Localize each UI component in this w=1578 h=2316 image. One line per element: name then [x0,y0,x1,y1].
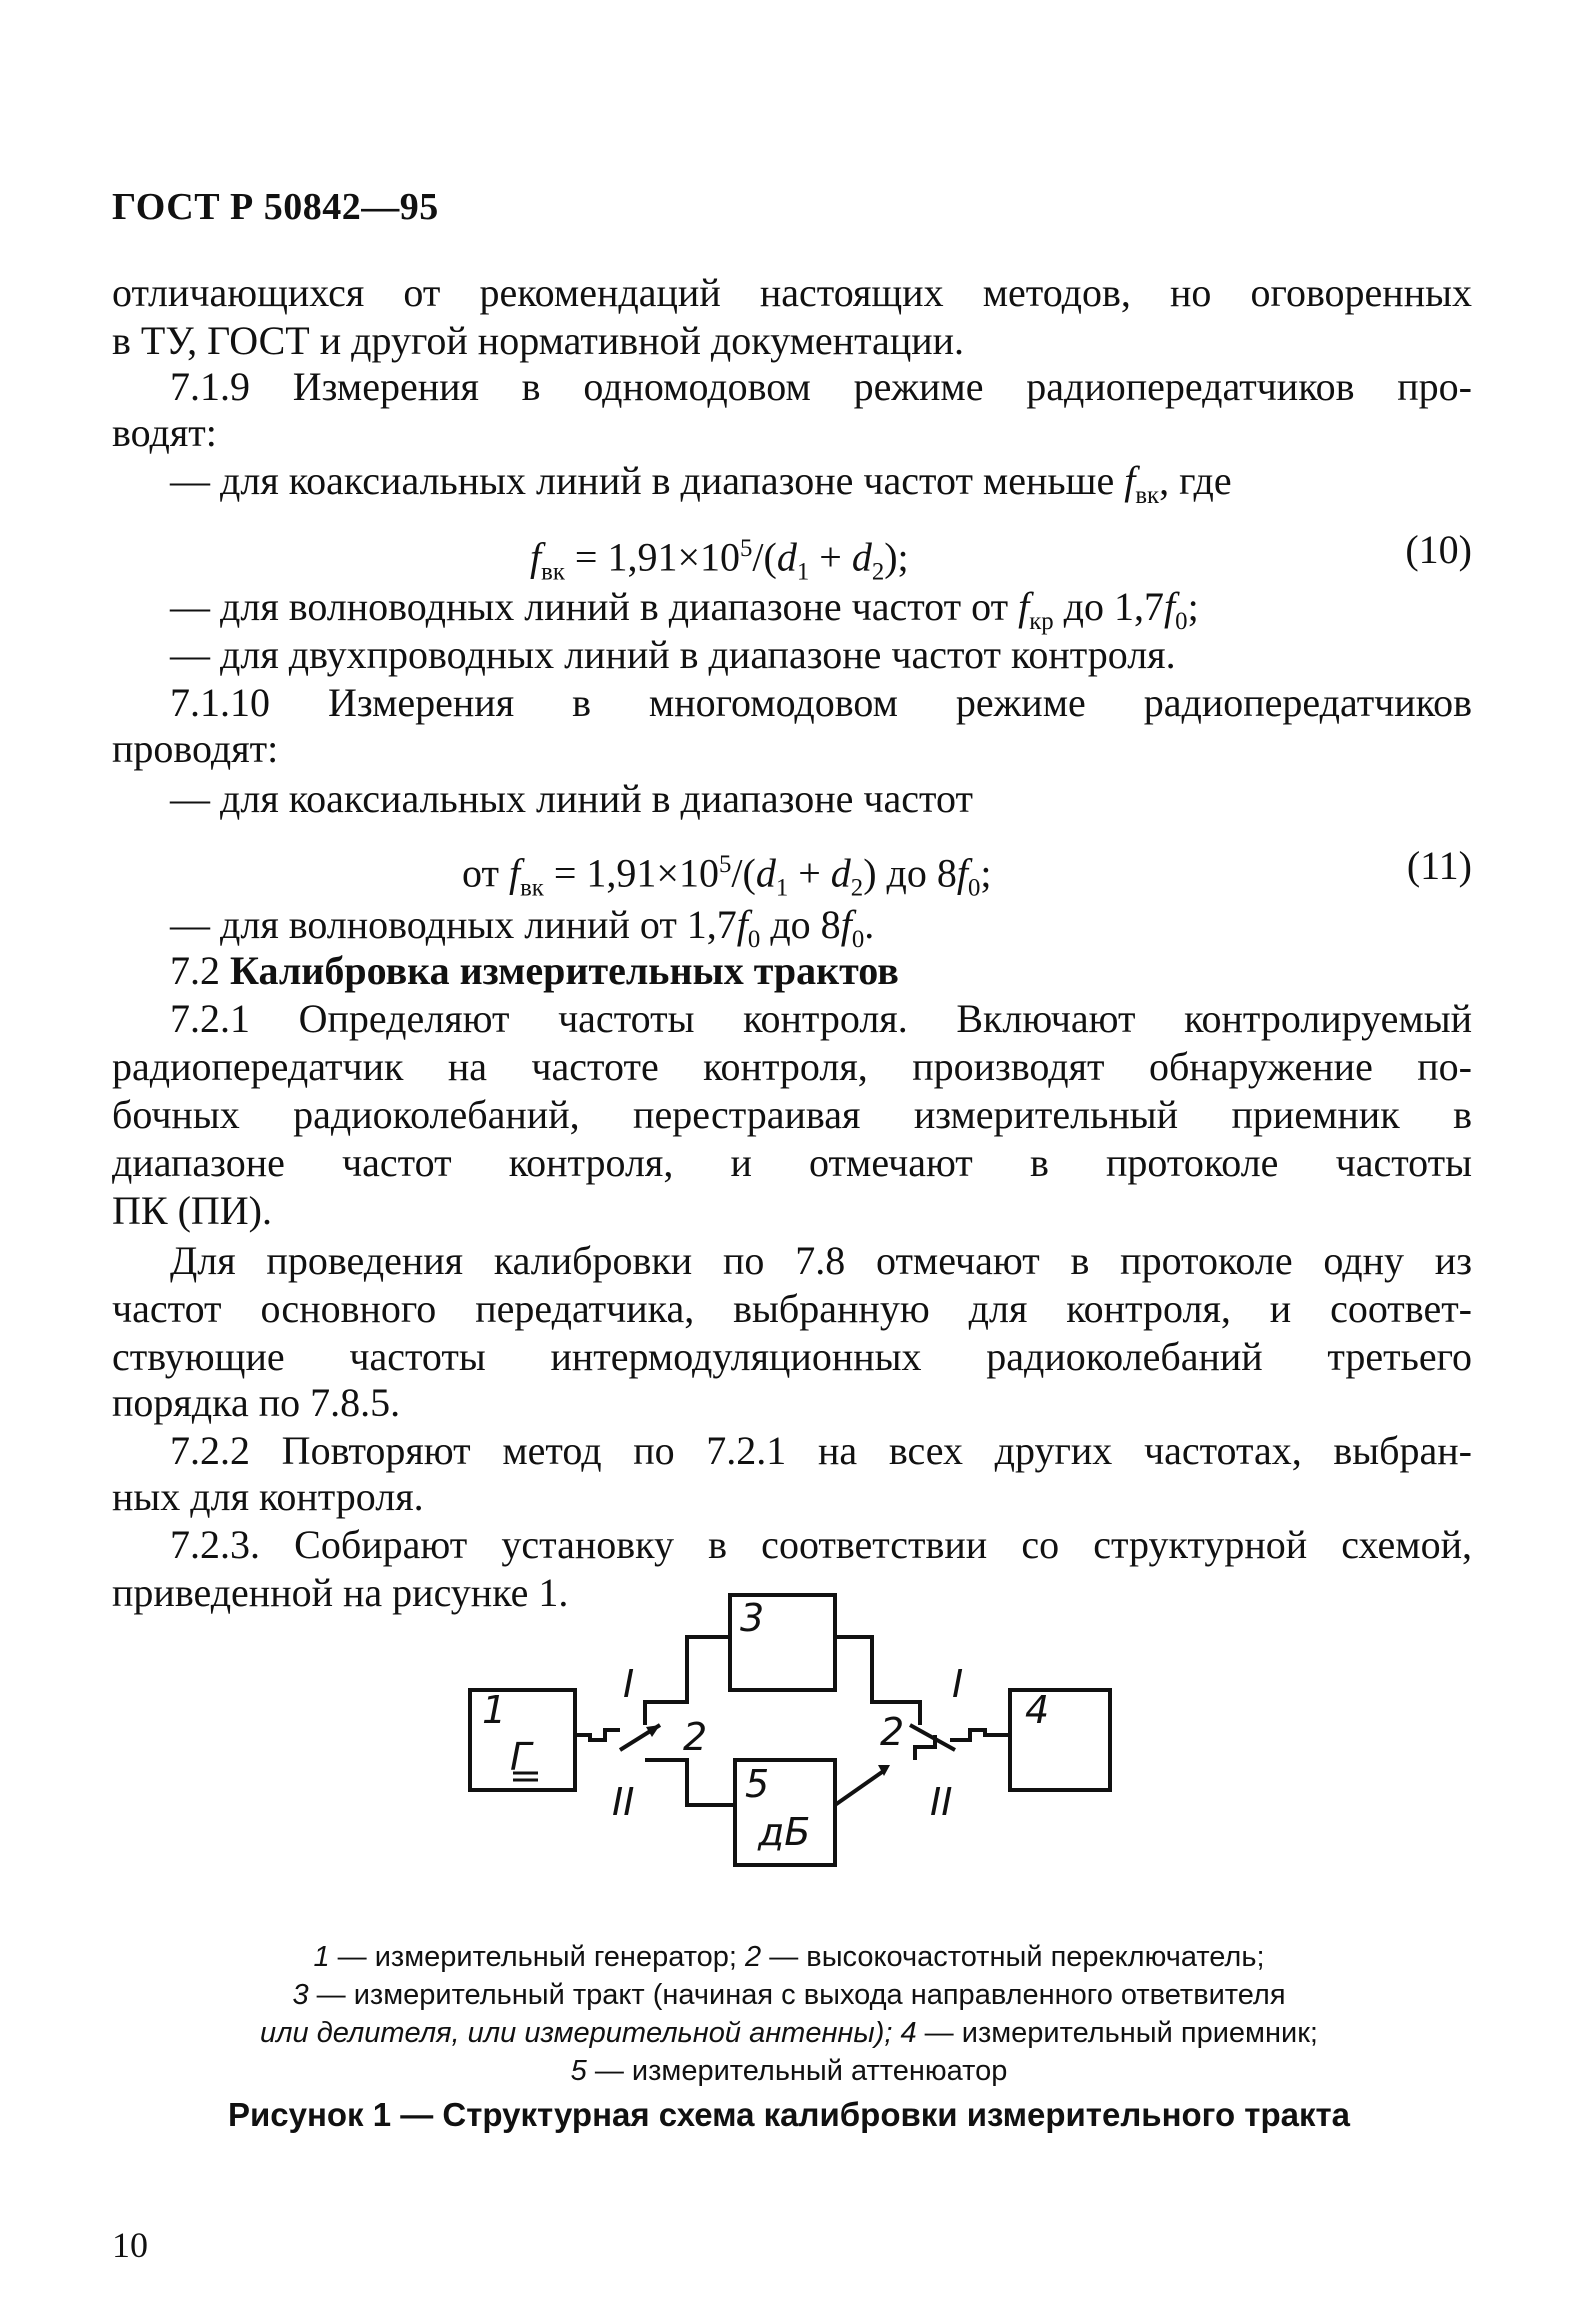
document-header: ГОСТ Р 50842—95 [112,186,439,228]
text-line: порядка по 7.8.5. [112,1380,401,1425]
text-line: — для коаксиальных линий в диапазоне частот [170,776,973,821]
text-line: приведенной на рисунке 1. [112,1570,569,1615]
text-line: — для волноводных линий от $1,7f_0$ до $8f_0$. [170,902,875,953]
legend-line-5: 5 — измерительный аттенюатор [570,2055,1008,2087]
block-5-unit: дБ [758,1810,811,1854]
legend-line: или делителя, или измерительной антенны); 4 — измерительный приемник; [260,2017,1318,2049]
text-line: водят: [112,410,217,455]
text-line: — для двухпроводных линий в диапазоне частот контроля. [170,632,1176,677]
generator-symbol: Г [510,1735,532,1779]
block-4-label: 4 [1025,1688,1050,1732]
text-line: ствующие частоты интермодуляционных радиоколебаний третьего [112,1334,1472,1379]
legend-line: 3 — измерительный тракт (начиная с выхода направленного ответвителя [292,1979,1286,2011]
legend-line: 1 — измерительный генератор; 2 — высокочастотный переключатель; [313,1941,1265,1973]
switch-right-label: 2 [880,1710,905,1754]
text-line: — для коаксиальных линий в диапазоне частот меньше $f_{вк}$, где [170,458,1232,509]
text-line: ных для контроля. [112,1474,424,1519]
position-II-left: II [612,1780,635,1824]
section-heading-7-2: 7.2 Калибровка измерительных трактов [170,948,899,993]
position-I-left: I [623,1662,635,1706]
text-line: частот основного передатчика, выбранную для контроля, и соответ- [112,1286,1472,1331]
switch-left-label: 2 [683,1715,708,1759]
clause-7-2-1: 7.2.1 Определяют частоты контроля. Включают контролируемый [170,996,1472,1041]
text-line: бочных радиоколебаний, перестраивая измерительный приемник в [112,1092,1472,1137]
text-line: отличающихся от рекомендаций настоящих методов, но оговоренных [112,270,1472,315]
clause-7-1-10: 7.1.10 Измерения в многомодовом режиме радиопередатчиков [170,680,1472,725]
position-I-right: I [952,1662,964,1706]
text-line: — для волноводных линий в диапазоне частот от $f_{кр}$ до $1,7f_0$; [170,584,1199,635]
equation-11: от $f_{вк} = 1,91\times 10^5/(d_1 + d_2)$ до $8f_0$; [462,850,992,902]
calibration-scheme-diagram [440,1575,1140,1905]
block-1-label: 1 [482,1688,507,1732]
figure-title: Рисунок 1 — Структурная схема калибровки измерительного тракта [227,2096,1351,2133]
page-number: 10 [112,2225,148,2265]
text-line: ПК (ПИ). [112,1188,272,1233]
text-line: проводят: [112,726,279,771]
text-line: в ТУ, ГОСТ и другой нормативной документации. [112,318,965,363]
clause-7-1-9: 7.1.9 Измерения в одномодовом режиме радиопередатчиков про- [170,364,1472,409]
text-line: радиопередатчик на частоте контроля, производят обнаружение по- [112,1044,1472,1089]
clause-7-2-2: 7.2.2 Повторяют метод по 7.2.1 на всех других частотах, выбран- [170,1428,1472,1473]
equation-10: $f_{вк} = 1,91\times 10^5/(d_1 + d_2)$; [530,534,909,586]
text-line: диапазоне частот контроля, и отмечают в протоколе частоты [112,1140,1472,1185]
block-3-label: 3 [740,1596,765,1640]
equation-number: (10) [1405,527,1472,572]
block-5-label: 5 [745,1762,770,1806]
equation-number: (11) [1406,843,1472,888]
paragraph: Для проведения калибровки по 7.8 отмечают в протоколе одну из [170,1238,1472,1283]
position-II-right: II [930,1780,953,1824]
clause-7-2-3: 7.2.3. Собирают установку в соответствии со структурной схемой, [170,1522,1472,1567]
